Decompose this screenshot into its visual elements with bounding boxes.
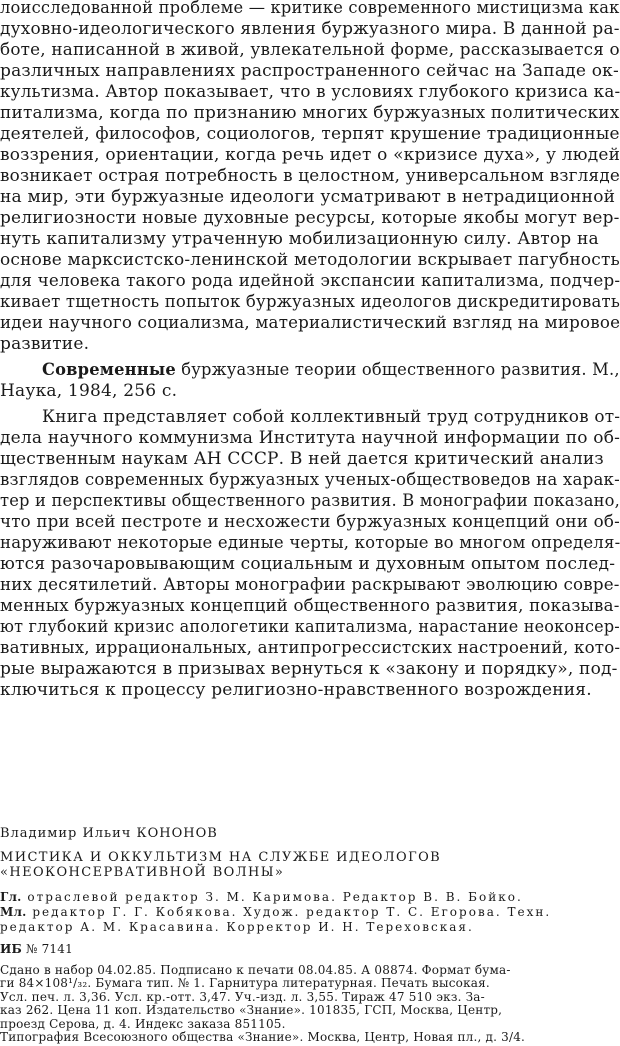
text-line: дела научного коммунизма Института научной информации по об- <box>0 428 620 448</box>
review-title-bold: Современные <box>42 360 176 380</box>
text-line: вативных, иррациональных, антипрогрессистских настроений, кото- <box>0 638 620 658</box>
text-line: религиозности новые духовные ресурсы, которые якобы могут вер- <box>0 208 620 228</box>
ib-number: № 7141 <box>26 941 73 956</box>
text-line: возникает острая потребность в целостном, универсальном взгляде <box>0 166 620 186</box>
text-line: лоисследованной проблеме — критике современного мистицизма как <box>0 0 620 18</box>
print-line: ги 84×108¹/₃₂. Бумага тип. № 1. Гарнитура литературная. Печать высокая. <box>0 976 490 991</box>
text-line: тер и перспективы общественного развития. В монографии показано, <box>0 491 620 511</box>
review-title-line2: Наука, 1984, 256 с. <box>0 381 178 401</box>
editors-line <box>0 890 620 904</box>
print-line: каз 262. Цена 11 коп. Издательство «Знание». 101835, ГСП, Москва, Центр, <box>0 1003 503 1018</box>
editors-text: редактор Г. Г. Кобякова. Худож. редактор Т. С. Егорова. Техн. <box>26 905 552 920</box>
text-line: ключиться к процессу религиозно-нравственного возрождения. <box>0 680 592 700</box>
ib-line <box>0 942 620 956</box>
book-title-line1: МИСТИКА И ОККУЛЬТИЗМ НА СЛУЖБЕ ИДЕОЛОГОВ <box>0 850 442 866</box>
author-name: Владимир Ильич КОНОНОВ <box>0 826 218 841</box>
print-line: Типография Всесоюзного общества «Знание». Москва, Центр, Новая пл., д. 3/4. <box>0 1030 526 1044</box>
text-line: кивает тщетность попыток буржуазных идеологов дискредитировать <box>0 292 620 312</box>
editors-label: Гл. <box>0 889 22 904</box>
text-line: деятелей, философов, социологов, терпят крушение традиционные <box>0 124 620 144</box>
text-line: различных направлениях распространенного сейчас на Западе ок- <box>0 61 619 81</box>
book-title-line2: «НЕОКОНСЕРВАТИВНОЙ ВОЛНЫ» <box>0 864 285 880</box>
editors-label: Мл. <box>0 905 27 920</box>
text-line: Книга представляет собой коллективный труд сотрудников от- <box>42 407 620 427</box>
text-line: рые выражаются в призывах вернуться к «закону и порядку», под- <box>0 659 618 679</box>
text-line: идеи научного социализма, материалистический взгляд на мировое <box>0 313 620 333</box>
text-line: духовно-идеологического явления буржуазного мира. В данной ра- <box>0 19 620 39</box>
review-title <box>42 360 620 381</box>
text-line: нуть капитализму утраченную мобилизационную силу. Автор на <box>0 229 599 249</box>
text-line: развитие. <box>0 334 90 354</box>
editors-line <box>0 920 620 934</box>
print-line: Сдано в набор 04.02.85. Подписано к печати 08.04.85. А 08874. Формат бума- <box>0 962 511 977</box>
print-line: проезд Серова, д. 4. Индекс заказа 851105. <box>0 1016 286 1031</box>
print-line: Усл. печ. л. 3,36. Усл. кр.-отт. 3,47. Уч.-изд. л. 3,55. Тираж 47 510 экз. За- <box>0 989 485 1004</box>
text-line: питализма, когда по признанию многих буржуазных политических <box>0 103 620 123</box>
text-line: взглядов современных буржуазных ученых-обществоведов на харак- <box>0 470 620 490</box>
text-line: наруживают некоторые единые черты, которые во многом определя- <box>0 533 620 553</box>
review-title-rest: буржуазные теории общественного развития. М., <box>175 360 620 380</box>
text-line: основе марксистско-ленинской методологии вскрывает пагубность <box>0 250 620 270</box>
text-line: ются разочаровывающим социальным и духовным опытом послед- <box>0 554 616 574</box>
text-line: них десятилетий. Авторы монографии раскрывают эволюцию совре- <box>0 575 620 595</box>
text-line: щественным наукам АН СССР. В ней дается критический анализ <box>0 449 604 469</box>
editors-line <box>0 905 620 919</box>
ib-label: ИБ <box>0 941 22 956</box>
text-line: ют глубокий кризис апологетики капитализма, нарастание неоконсер- <box>0 617 620 637</box>
editors-text: отраслевой редактор З. М. Каримова. Редактор В. В. Бойко. <box>21 889 523 904</box>
text-line: воззрения, ориентации, когда речь идет о «кризисе духа», у людей <box>0 145 620 165</box>
editors-text: редактор А. М. Красавина. Корректор И. Н. Тереховская. <box>0 920 474 935</box>
text-line: на мир, эти буржуазные идеологи усматривают в нетрадиционной <box>0 187 616 207</box>
text-line: культизма. Автор показывает, что в условиях глубокого кризиса ка- <box>0 82 620 102</box>
text-line: что при всей пестроте и несхожести буржуазных концепций они об- <box>0 512 620 532</box>
text-line: боте, написанной в живой, увлекательной форме, рассказывается о <box>0 40 620 60</box>
text-line: менных буржуазных концепций общественного развития, показыва- <box>0 596 620 616</box>
text-line: для человека такого рода идейной экспансии капитализма, подчер- <box>0 271 620 291</box>
